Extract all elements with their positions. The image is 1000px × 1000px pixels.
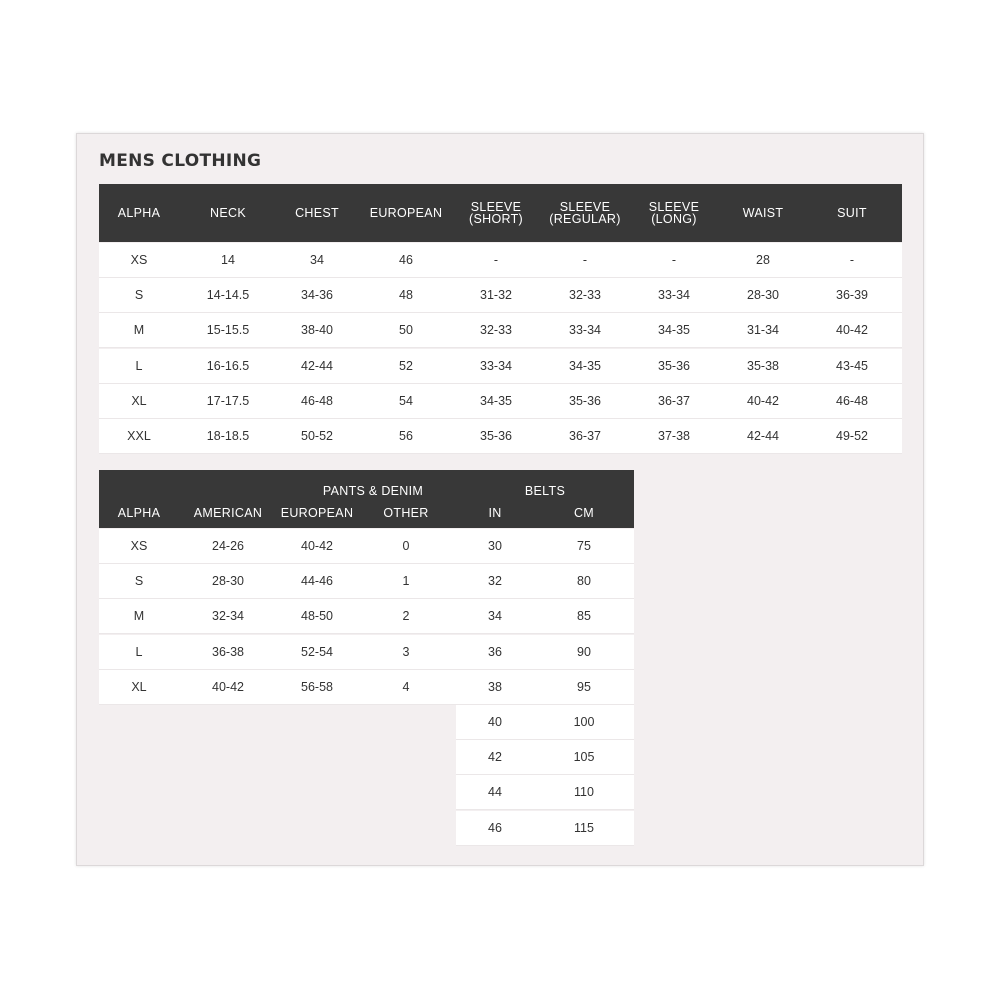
clothing-cell: 35-36 [569,393,601,408]
clothing-cell: 34-36 [301,288,333,303]
pants-table-row [99,670,456,705]
belts-table-row [456,670,634,705]
pants-cell: L [135,644,143,659]
pants-cell: 3 [402,644,410,659]
clothing-cell: 46 [399,253,413,267]
pants-cell: XS [130,539,148,553]
clothing-cell: 40-42 [836,323,868,338]
belts-cell: 38 [488,679,502,694]
clothing-cell: 46-48 [836,393,868,408]
pants-cell: 56-58 [301,679,333,694]
pants-col-header: EUROPEAN [280,506,354,520]
clothing-cell: 37-38 [658,429,690,443]
pants-belts-table-header [99,470,634,528]
clothing-cell: 32-33 [480,323,512,338]
pants-cell: 32-34 [212,609,244,624]
clothing-cell: - [493,253,499,267]
clothing-cell: 48 [399,288,413,303]
clothing-cell: 34-35 [569,358,601,373]
belts-group-header: BELTS [524,484,566,498]
pants-cell: 48-50 [301,609,333,624]
clothing-col-header: CHEST [295,206,339,220]
belts-table-row [456,635,634,670]
pants-cell: 4 [402,679,410,694]
belts-cell: 44 [488,785,502,800]
belts-cell: 46 [488,820,502,835]
pants-cell: 52-54 [301,644,333,659]
clothing-cell: XXL [127,429,151,443]
clothing-cell: 17-17.5 [206,393,250,408]
clothing-cell: - [582,253,588,267]
clothing-cell: 36-37 [658,393,690,408]
clothing-table-row [99,349,902,384]
belts-cell: 90 [577,644,591,659]
clothing-cell: 31-34 [747,323,779,338]
pants-cell: 28-30 [212,574,244,589]
belts-cell: 32 [488,574,502,589]
belts-cell: 40 [488,715,502,729]
pants-cell: M [133,609,145,624]
belts-cell: 36 [488,644,502,659]
clothing-cell: 16-16.5 [206,358,250,373]
clothing-cell: 49-52 [836,429,868,443]
clothing-col-header: SLEEVE (REGULAR) [549,200,621,226]
belts-table-row [456,564,634,599]
clothing-cell: M [133,323,145,338]
belts-cell: 85 [577,609,591,624]
clothing-col-header: SUIT [837,206,867,220]
clothing-cell: 28-30 [747,288,779,303]
clothing-cell: 32-33 [569,288,601,303]
clothing-cell: 54 [399,393,413,408]
clothing-cell: 42-44 [747,429,779,443]
clothing-cell: 28 [756,253,770,267]
clothing-col-header: WAIST [742,206,784,220]
clothing-cell: 35-36 [658,358,690,373]
pants-table-row [99,529,456,564]
clothing-col-header: ALPHA [117,206,161,220]
clothing-cell: 42-44 [301,358,333,373]
pants-cell: 36-38 [212,644,244,659]
clothing-cell: 40-42 [747,393,779,408]
clothing-cell: - [849,253,855,267]
belts-cell: 34 [488,609,502,624]
clothing-cell: L [135,358,143,373]
belts-cell: 100 [573,715,595,729]
pants-cell: 24-26 [212,539,244,553]
pants-cell: 1 [402,574,410,589]
clothing-cell: 56 [399,429,413,443]
clothing-table-row [99,278,902,313]
clothing-col-header: EUROPEAN [369,206,443,220]
pants-table-row [99,599,456,634]
belts-col-header: CM [573,506,595,520]
clothing-table-row [99,384,902,419]
clothing-cell: 50 [399,323,413,338]
pants-cell: S [134,574,144,589]
clothing-cell: 46-48 [301,393,333,408]
pants-cell: 40-42 [212,679,244,694]
clothing-table-row [99,243,902,278]
clothing-cell: 14 [221,253,235,267]
pants-group-header: PANTS & DENIM [322,484,424,498]
pants-table-row [99,635,456,670]
belts-cell: 105 [573,750,595,765]
clothing-cell: 36-39 [836,288,868,303]
clothing-cell: 34-35 [658,323,690,338]
belts-col-header: IN [488,506,502,520]
belts-cell: 95 [577,679,591,694]
pants-col-header: OTHER [383,506,429,520]
clothing-cell: 34 [310,253,324,267]
clothing-cell: 50-52 [301,429,333,443]
clothing-cell: 33-34 [569,323,601,338]
clothing-cell: 36-37 [569,429,601,443]
clothing-cell: 34-35 [480,393,512,408]
belts-table-row [456,599,634,634]
clothing-table-header [99,184,902,242]
belts-table-row [456,705,634,740]
clothing-cell: 35-38 [747,358,779,373]
clothing-cell: 35-36 [480,429,512,443]
pants-cell: 44-46 [301,574,333,589]
pants-cell: XL [131,679,147,694]
clothing-col-header: SLEEVE (LONG) [648,200,700,226]
clothing-col-header: SLEEVE (SHORT) [469,200,523,226]
clothing-cell: 43-45 [836,358,868,373]
belts-cell: 75 [577,539,591,553]
clothing-cell: 33-34 [658,288,690,303]
belts-cell: 115 [574,820,594,835]
belts-cell: 80 [577,574,591,589]
clothing-cell: XL [131,393,147,408]
pants-col-header: ALPHA [117,506,161,520]
clothing-cell: 33-34 [480,358,512,373]
belts-table-row [456,740,634,775]
pants-cell: 2 [402,609,410,624]
clothing-cell: S [134,288,144,303]
clothing-cell: 14-14.5 [206,288,250,303]
pants-table-row [99,564,456,599]
belts-cell: 110 [574,785,594,800]
clothing-table-row [99,313,902,348]
clothing-cell: 18-18.5 [206,429,250,443]
clothing-cell: XS [130,253,148,267]
clothing-cell: - [671,253,677,267]
belts-table-row [456,775,634,810]
clothing-cell: 52 [399,358,413,373]
pants-cell: 40-42 [301,539,333,553]
pants-cell: 0 [402,539,410,553]
clothing-cell: 31-32 [480,288,512,303]
belts-cell: 42 [488,750,502,765]
clothing-col-header: NECK [210,206,246,220]
pants-col-header: AMERICAN [193,506,263,520]
belts-cell: 30 [488,539,502,553]
belts-table-row [456,529,634,564]
clothing-table-row [99,419,902,454]
page-title: MENS CLOTHING [99,151,262,171]
belts-table-row [456,811,634,846]
clothing-cell: 38-40 [301,323,333,338]
clothing-cell: 15-15.5 [206,323,250,338]
